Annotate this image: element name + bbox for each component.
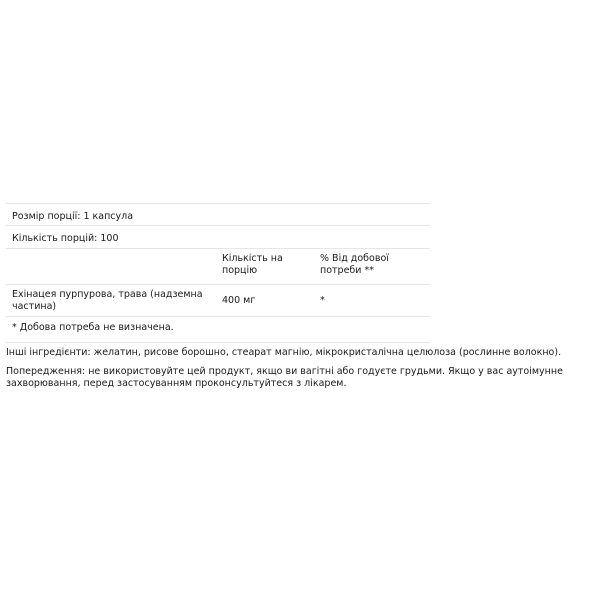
table-header-row bbox=[6, 248, 430, 284]
table-row bbox=[6, 284, 430, 316]
servings-count-text: Кількість порцій: 100 bbox=[12, 233, 119, 244]
amount-per-serving-header: Кількість на порцію bbox=[222, 253, 283, 276]
ingredient-name: Ехінацея пурпурова, трава (надземна частина) bbox=[12, 289, 203, 312]
ingredient-amount: 400 мг bbox=[222, 295, 256, 306]
other-ingredients-text: Інші інгредієнти: желатин, рисове борошно, стеарат магнію, мікрокристалічна целюлоза (рослинне волокно). bbox=[6, 347, 562, 358]
ingredient-daily-value: * bbox=[320, 295, 325, 306]
daily-value-header: % Від добової потреби ** bbox=[320, 253, 389, 276]
serving-size-text: Розмір порції: 1 капсула bbox=[12, 211, 134, 222]
supplement-facts-table bbox=[6, 203, 430, 343]
footnote-row bbox=[6, 316, 430, 343]
serving-size-row bbox=[6, 203, 430, 225]
servings-per-container-row bbox=[6, 225, 430, 248]
footnote-text: * Добова потреба не визначена. bbox=[12, 322, 174, 333]
warning-text: Попередження: не використовуйте цей продукт, якщо ви вагітні або годуєте грудьми. Якщо у вас аутоімунне захворювання, перед застосуванням проконсультуйтеся з лікарем. bbox=[6, 366, 563, 389]
header-empty-cell bbox=[6, 253, 222, 284]
